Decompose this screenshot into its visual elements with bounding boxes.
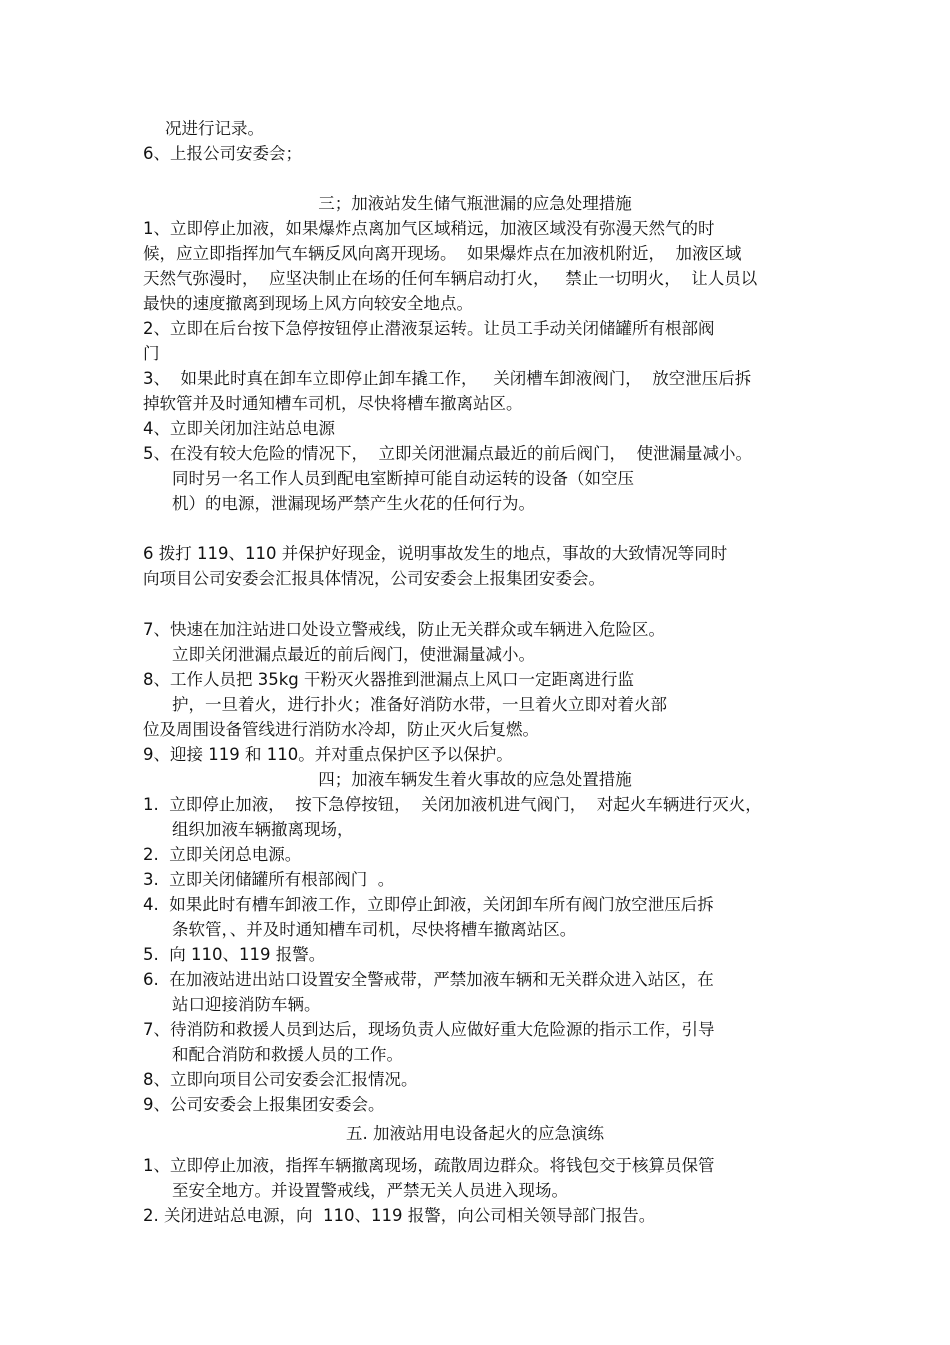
- section-heading-5: 五. 加液站用电设备起火的应急演练: [346, 1124, 604, 1143]
- text-line: 门: [143, 344, 160, 363]
- section-heading-3: 三；加液站发生储气瓶泄漏的应急处理措施: [318, 194, 632, 213]
- text-line: 2. 关闭进站总电源，向 110、119 报警，向公司相关领导部门报告。: [143, 1206, 656, 1225]
- text-line: 1. 立即停止加液， 按下急停按钮， 关闭加液机进气阀门， 对起火车辆进行灭火，: [143, 795, 762, 814]
- text-line: 护，一旦着火，进行扑火；准备好消防水带，一旦着火立即对着火部: [172, 695, 667, 714]
- text-line: 3、 如果此时真在卸车立即停止卸车撬工作， 关闭槽车卸液阀门， 放空泄压后拆: [143, 369, 752, 388]
- text-line: 3. 立即关闭储罐所有根部阀门 。: [143, 870, 395, 889]
- text-line: 同时另一名工作人员到配电室断掉可能自动运转的设备（如空压: [172, 469, 634, 488]
- text-line: 组织加液车辆撤离现场，: [172, 820, 354, 839]
- text-line: 掉软管并及时通知槽车司机，尽快将槽车撤离站区。: [143, 394, 523, 413]
- text-line: 向项目公司安委会汇报具体情况，公司安委会上报集团安委会。: [143, 569, 605, 588]
- text-line: 7、待消防和救援人员到达后，现场负责人应做好重大危险源的指示工作，引导: [143, 1020, 715, 1039]
- text-line: 4、立即关闭加注站总电源: [143, 419, 335, 438]
- text-line: 候，应立即指挥加气车辆反风向离开现场。 如果爆炸点在加液机附近， 加液区域: [143, 244, 742, 263]
- text-line: 1、立即停止加液，如果爆炸点离加气区域稍远，加液区域没有弥漫天然气的时: [143, 219, 715, 238]
- text-line: 至安全地方。并设置警戒线，严禁无关人员进入现场。: [172, 1181, 568, 1200]
- text-line: 7、快速在加注站进口处设立警戒线，防止无关群众或车辆进入危险区。: [143, 620, 665, 639]
- text-line: 1、立即停止加液，指挥车辆撤离现场，疏散周边群众。将钱包交于核算员保管: [143, 1156, 715, 1175]
- text-line: 条软管，、并及时通知槽车司机，尽快将槽车撤离站区。: [172, 920, 577, 939]
- text-line: 9、公司安委会上报集团安委会。: [143, 1095, 385, 1114]
- text-line: 位及周围设备管线进行消防水冷却，防止灭火后复燃。: [143, 720, 539, 739]
- text-line: 立即关闭泄漏点最近的前后阀门，使泄漏量减小。: [172, 645, 535, 664]
- text-line: 最快的速度撤离到现场上风方向较安全地点。: [143, 294, 473, 313]
- text-line: 2. 立即关闭总电源。: [143, 845, 302, 864]
- section-heading-4: 四；加液车辆发生着火事故的应急处置措施: [318, 770, 632, 789]
- text-line: 5. 向 110、119 报警。: [143, 945, 326, 964]
- text-line: 9、迎接 119 和 110。并对重点保护区予以保护。: [143, 745, 513, 764]
- text-line: 8、立即向项目公司安委会汇报情况。: [143, 1070, 418, 1089]
- text-line: 2、立即在后台按下急停按钮停止潜液泵运转。让员工手动关闭储罐所有根部阀: [143, 319, 715, 338]
- text-line: 和配合消防和救援人员的工作。: [172, 1045, 403, 1064]
- text-line: 天然气弥漫时， 应坚决制止在场的任何车辆启动打火， 禁止一切明火， 让人员以: [143, 269, 758, 288]
- text-line: 6. 在加液站进出站口设置安全警戒带，严禁加液车辆和无关群众进入站区，在: [143, 970, 714, 989]
- text-line: 况进行记录。: [165, 119, 264, 138]
- text-line: 6、上报公司安委会；: [143, 144, 302, 163]
- text-line: 6 拨打 119、110 并保护好现金，说明事故发生的地点，事故的大致情况等同时: [143, 544, 728, 563]
- text-line: 8、工作人员把 35kg 干粉灭火器推到泄漏点上风口一定距离进行监: [143, 670, 635, 689]
- text-line: 5、在没有较大危险的情况下， 立即关闭泄漏点最近的前后阀门， 使泄漏量减小。: [143, 444, 752, 463]
- text-line: 4. 如果此时有槽车卸液工作，立即停止卸液，关闭卸车所有阀门放空泄压后拆: [143, 895, 714, 914]
- text-line: 机）的电源，泄漏现场严禁产生火花的任何行为。: [172, 494, 535, 513]
- text-line: 站口迎接消防车辆。: [172, 995, 321, 1014]
